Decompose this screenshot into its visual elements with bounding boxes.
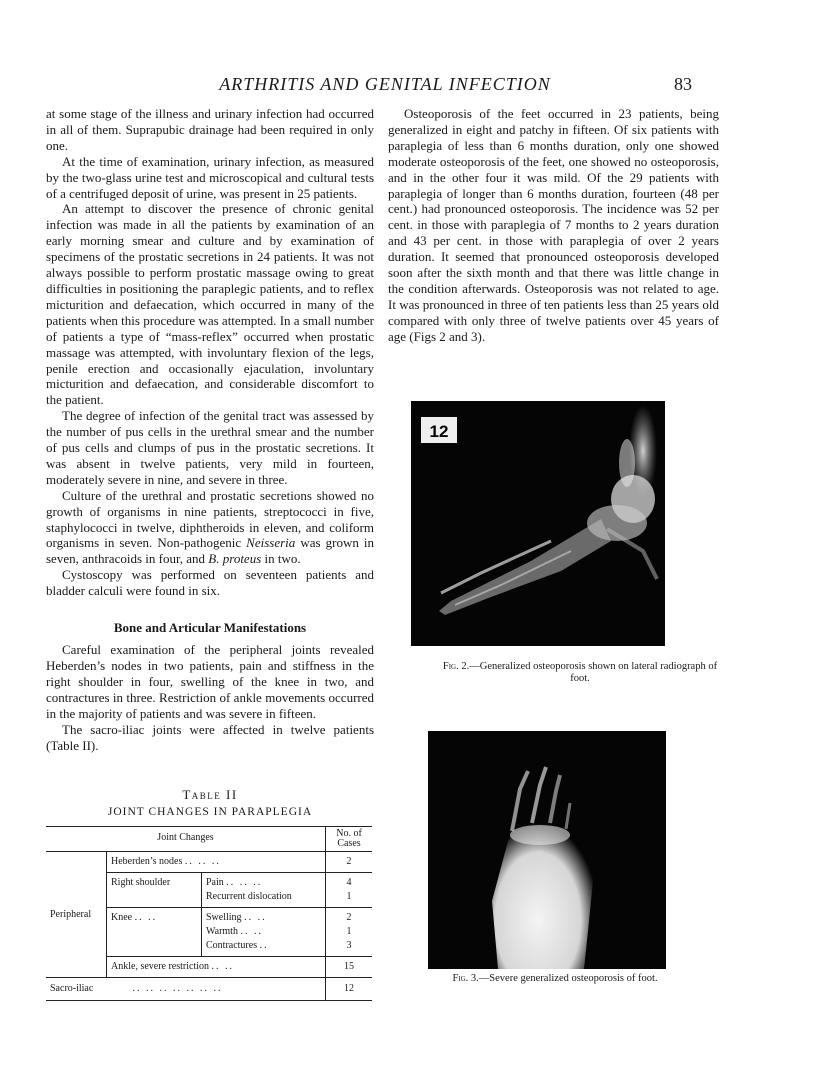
table-header-row bbox=[46, 827, 372, 852]
radiograph-marker: 12 bbox=[429, 422, 449, 441]
row-label: Right shoulder bbox=[107, 873, 202, 891]
foot-radiograph-plantar bbox=[428, 731, 666, 969]
paragraph: Osteoporosis of the feet occurred in 23 patients, being generalized in eight and patchy in fifteen. Of six patients with paraplegia of less than 6 months duration, only one showed moderate osteoporosis of the feet, one showed no osteoporosis, and in the other four it was mild. Of the 29 patients with paraplegia of longer than 6 months duration, fourteen (48 per cent.) had pronounced osteoporosis. The incidence was 52 per cent. in those with paraplegia of 7 months to 2 years duration and 43 per cent. in those with paraplegia of over 2 years duration. It seemed that pronounced osteoporosis developed soon after the sixth month and that there was little change in the condition afterwards. Osteoporosis was not related to age. It was pronounced in three of ten patients less than 25 years old compared with only three of twelve patients over 45 years of age (Figs 2 and 3). bbox=[388, 106, 719, 344]
section-heading: Bone and Articular Manifestations bbox=[113, 620, 307, 636]
table-ii bbox=[46, 787, 374, 1001]
running-header bbox=[0, 74, 816, 100]
row-label: Ankle, severe restriction .. .. bbox=[107, 957, 326, 978]
left-column bbox=[46, 106, 374, 753]
paragraph: Cystoscopy was performed on seventeen patients and bladder calculi were found in six. bbox=[46, 567, 374, 599]
italic-term: B. proteus bbox=[208, 551, 262, 567]
row-label: Heberden’s nodes .. .. .. bbox=[107, 852, 326, 873]
right-column bbox=[388, 106, 719, 345]
figure-3-radiograph bbox=[428, 731, 666, 969]
row-value: 1 bbox=[326, 890, 373, 908]
group-peripheral: Peripheral bbox=[46, 852, 107, 978]
row-sublabel: Pain .. .. .. bbox=[202, 873, 326, 891]
table-subtitle: JOINT CHANGES IN PARAPLEGIA bbox=[107, 806, 313, 818]
group-sacro-iliac: Sacro-iliac bbox=[50, 983, 94, 994]
figure-2-radiograph bbox=[411, 401, 665, 646]
header-no-of-cases: No. of Cases bbox=[326, 827, 373, 852]
joint-changes-table bbox=[46, 826, 372, 1001]
row-sublabel: Contractures .. bbox=[202, 939, 326, 957]
row-value: 2 bbox=[326, 852, 373, 873]
figure-3-caption: Fig. 3.—Severe generalized osteoporosis of foot. bbox=[452, 973, 658, 984]
paragraph: At the time of examination, urinary infection, as measured by the two-glass urine test and microscopical and cultural tests of a centrifuged deposit of urine, was present in 25 patients. bbox=[46, 153, 374, 201]
header-joint-changes: Joint Changes bbox=[157, 832, 214, 843]
running-title: ARTHRITIS AND GENITAL INFECTION bbox=[219, 74, 551, 94]
row-value: 4 bbox=[326, 873, 373, 891]
row-value: 1 bbox=[326, 925, 373, 939]
row-value: 2 bbox=[326, 908, 373, 926]
table-row bbox=[46, 852, 372, 873]
paragraph: The degree of infection of the genital tract was assessed by the number of pus cells in the urethral smear and the number of pus cells and clumps of pus in the prostatic secretions. It was absent in twelve patients, very mild in fourteen, moderately severe in nine, and severe in three. bbox=[46, 408, 374, 487]
figure-2-caption: Fig. 2.—Generalized osteoporosis shown on lateral radiograph of foot. bbox=[442, 661, 718, 684]
row-value: 15 bbox=[326, 957, 373, 978]
paragraph: at some stage of the illness and urinary infection had occurred in all of them. Suprapubic drainage had been required in only one. bbox=[46, 106, 374, 153]
row-label: Knee .. .. bbox=[107, 908, 202, 926]
page-number: 83 bbox=[674, 74, 692, 94]
row-sublabel: Recurrent dislocation bbox=[202, 890, 326, 908]
table-title: Table II bbox=[182, 787, 238, 802]
paragraph: The sacro-iliac joints were affected in twelve patients (Table II). bbox=[46, 721, 374, 753]
row-value: 3 bbox=[326, 939, 373, 957]
paragraph: Culture of the urethral and prostatic secretions showed no growth of organisms in nine patients, streptococci in five, staphylococci in twelve, diphtheroids in eleven, and coliform organisms in seven. Non-pathogenic Neisseria was grown in seven, anthracoids in four, and B. proteus in two. bbox=[46, 487, 375, 567]
row-sublabel: Swelling .. .. bbox=[202, 908, 326, 926]
paragraph: An attempt to discover the presence of chronic genital infection was made in all the patients by examination of an early morning smear and culture and by examination of specimens of the prostatic secretions in 24 patients. It was not always possible to perform prostatic massage owing to great difficulties in positioning the paraplegic patients, and to reflex micturition and defaecation, which occurred in many of the patients when this procedure was attempted. In a small number of patients a type of “mass-reflex” occurred when prostatic massage was attempted, with involuntary flexion of the legs, penile erection and occasionally ejaculation, involuntary micturition and defaecation, and considerable discomfort to the patient. bbox=[46, 201, 374, 408]
table-row: Sacro-iliac .. .. .. .. .. .. .. 12 bbox=[46, 978, 372, 1001]
paragraph: Careful examination of the peripheral joints revealed Heberden’s nodes in two patients, pain and stiffness in the right shoulder in four, swelling of the knee in two, and contractures in three. Restriction of ankle movements occurred in the majority of patients and was severe in fifteen. bbox=[46, 642, 374, 721]
italic-term: Neisseria bbox=[246, 535, 296, 551]
foot-radiograph-lateral bbox=[411, 401, 665, 646]
row-value: 12 bbox=[326, 978, 373, 1001]
row-sublabel: Warmth .. .. bbox=[202, 925, 326, 939]
